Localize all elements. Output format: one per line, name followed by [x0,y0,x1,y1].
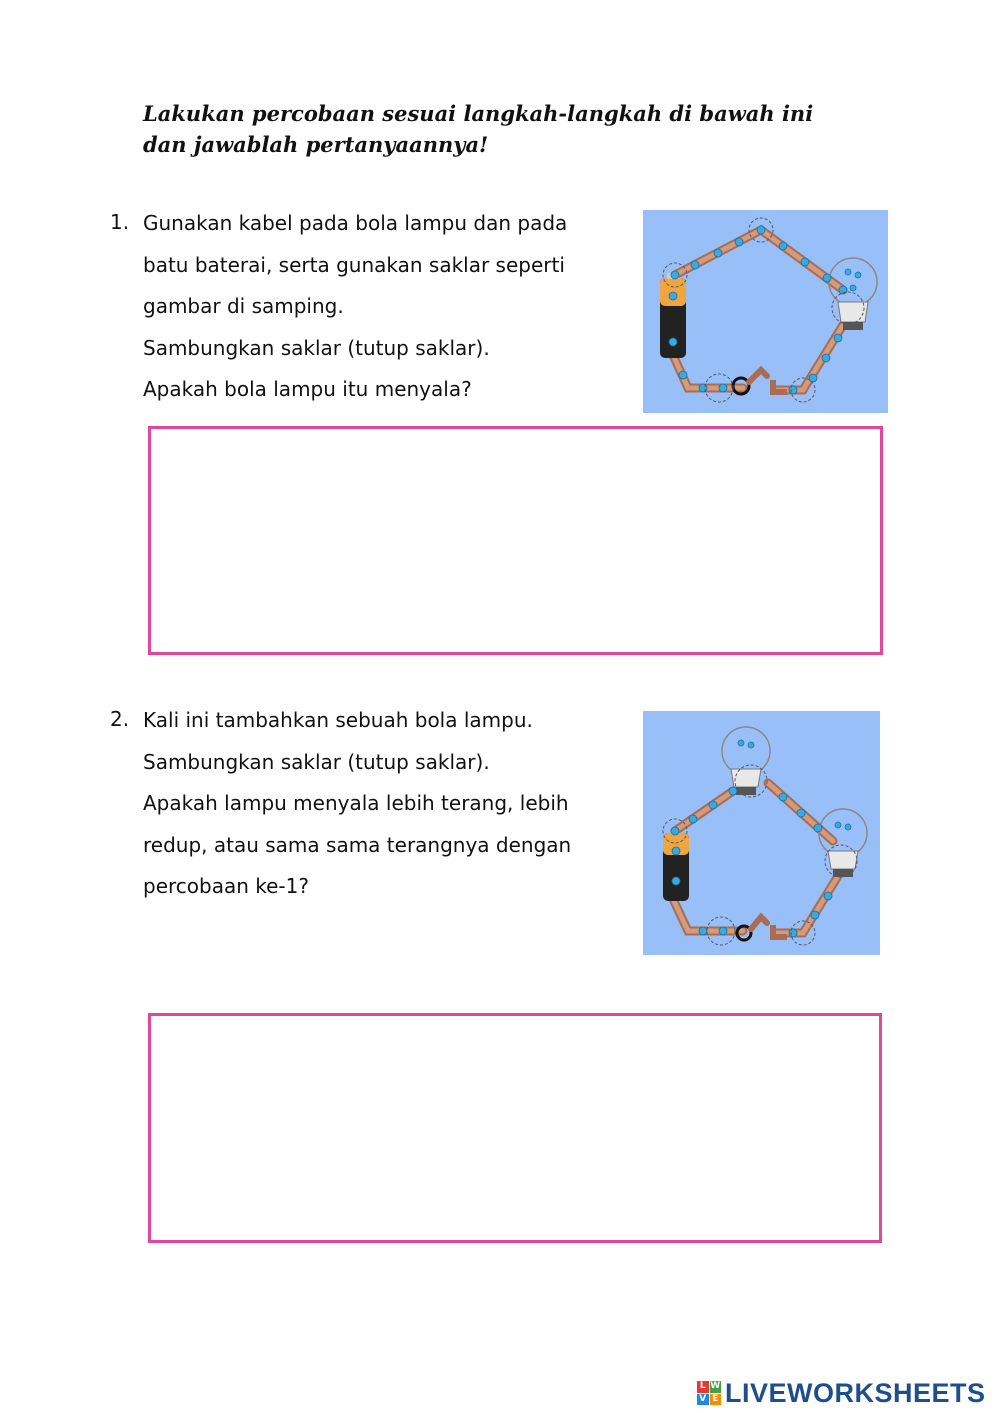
circuit-diagram [643,711,880,955]
question-line: Apakah bola lampu itu menyala? [143,377,472,401]
question-number: 2. [110,707,130,731]
circuit-diagram [643,210,888,413]
question-line: Apakah lampu menyala lebih terang, lebih [143,791,569,815]
question-line: percobaan ke-1? [143,874,309,898]
question-line: redup, atau sama sama terangnya dengan [143,832,572,857]
answer-box-2[interactable] [148,1013,882,1243]
instruction-line-2: dan jawablah pertanyaannya! [143,132,489,157]
question-line: Sambungkan saklar (tutup saklar). [143,335,490,360]
question-line: Sambungkan saklar (tutup saklar). [143,749,490,774]
question-number: 1. [110,210,130,234]
question-line: batu baterai, serta gunakan saklar seperti [143,252,565,277]
question-line: Kali ini tambahkan sebuah bola lampu. [143,708,533,732]
circuit-one-bulb-image [643,210,888,413]
answer-box-1[interactable] [148,426,883,655]
instruction [143,98,903,160]
logo-mark-icon: L W V E [697,1381,721,1405]
question-line: gambar di samping. [143,294,344,318]
logo-text: LIVEWORKSHEETS [725,1377,986,1408]
liveworksheets-logo [697,1376,986,1410]
instruction-line-1: Lakukan percobaan sesuai langkah-langkah di bawah ini [143,101,814,126]
circuit-two-bulbs-image [643,711,880,955]
question-line: Gunakan kabel pada bola lampu dan pada [143,211,568,235]
